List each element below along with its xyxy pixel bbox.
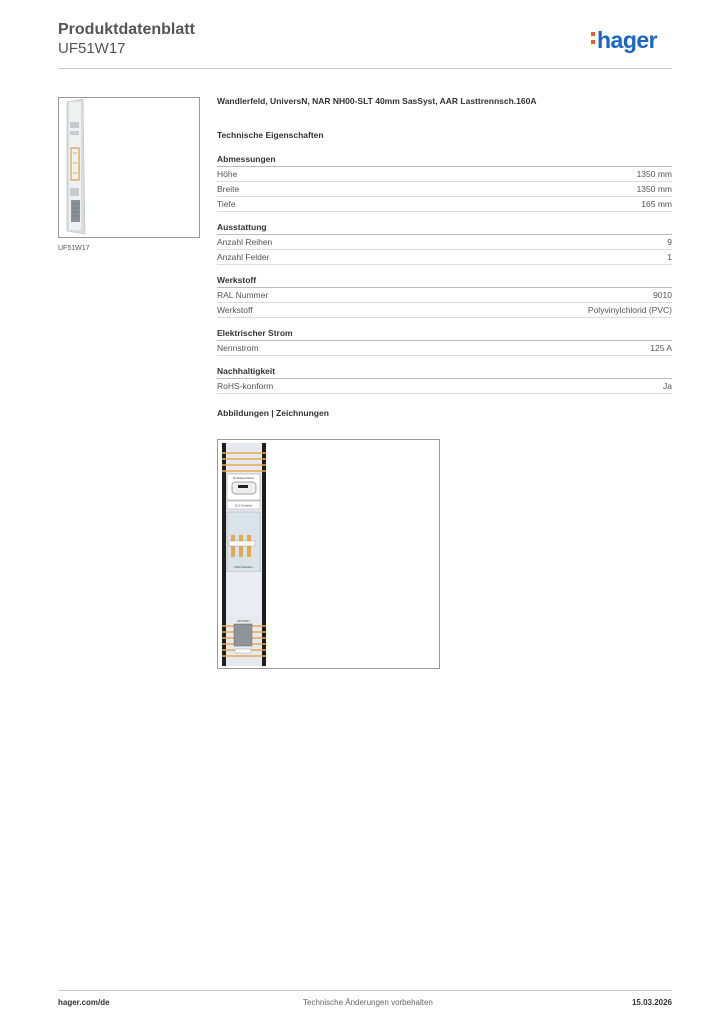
tech-properties-heading: Technische Eigenschaften [217,130,324,140]
drawing-label: Direktanschluss [232,476,255,480]
drawing-label: NAR-Wandler [234,565,253,569]
header-divider [58,68,672,69]
section-title: Ausstattung [217,220,672,235]
property-row [217,341,672,356]
section-werkstoff [217,273,672,318]
article-number: UF51W17 [58,40,126,57]
technical-drawing-frame [217,439,440,669]
property-label: Breite [217,184,240,194]
product-photo [59,98,199,237]
section-title: Elektrischer Strom [217,326,672,341]
section-title: Nachhaltigkeit [217,364,672,379]
product-description: Wandlerfeld, UniversN, NAR NH00-SLT 40mm SasSyst, AAR Lasttrennsch.160A [217,96,537,106]
property-label: Tiefe [217,199,236,209]
hager-logo [591,27,657,54]
footer-divider [58,990,672,991]
section-title: Werkstoff [217,273,672,288]
section-title: Abmessungen [217,152,672,167]
property-value: 125 A [650,343,672,353]
property-label: Anzahl Reihen [217,237,273,247]
logo-text: hager [597,27,658,53]
property-value: 1350 mm [636,184,672,194]
property-label: Anzahl Felder [217,252,270,262]
section-elektrischer-strom [217,326,672,356]
technical-drawing [218,440,439,668]
property-value: 1 [667,252,672,262]
property-label: Nennstrom [217,343,259,353]
section-nachhaltigkeit [217,364,672,394]
property-row [217,182,672,197]
property-value: 1350 mm [636,169,672,179]
property-row [217,167,672,182]
property-value: Ja [663,381,672,391]
drawing-label: UF51W17 [236,619,251,623]
figures-heading: Abbildungen | Zeichnungen [217,408,329,418]
property-value: 165 mm [641,199,672,209]
footer-date: 15.03.2026 [631,998,672,1007]
product-image-caption: UF51W17 [58,245,90,252]
property-row [217,197,672,212]
property-value: 9 [667,237,672,247]
product-photo-frame [58,97,200,238]
drawing-label: SLS-Schalter [234,503,253,508]
content-column [217,96,672,418]
property-label: Werkstoff [217,305,253,315]
property-label: RoHS-konform [217,381,274,391]
footer-website-link[interactable]: hager.com/de [58,998,110,1007]
logo-colon-icon [591,28,596,48]
property-row [217,288,672,303]
property-value: 9010 [653,290,672,300]
property-label: Höhe [217,169,238,179]
document-title: Produktdatenblatt [58,21,195,38]
section-abmessungen [217,152,672,212]
section-ausstattung [217,220,672,265]
property-row [217,303,672,318]
property-row [217,250,672,265]
property-row [217,379,672,394]
footer-disclaimer: Technische Änderungen vorbehalten [303,998,433,1007]
property-label: RAL Nummer [217,290,269,300]
property-row [217,235,672,250]
property-value: Polyvinylchlorid (PVC) [587,305,672,315]
